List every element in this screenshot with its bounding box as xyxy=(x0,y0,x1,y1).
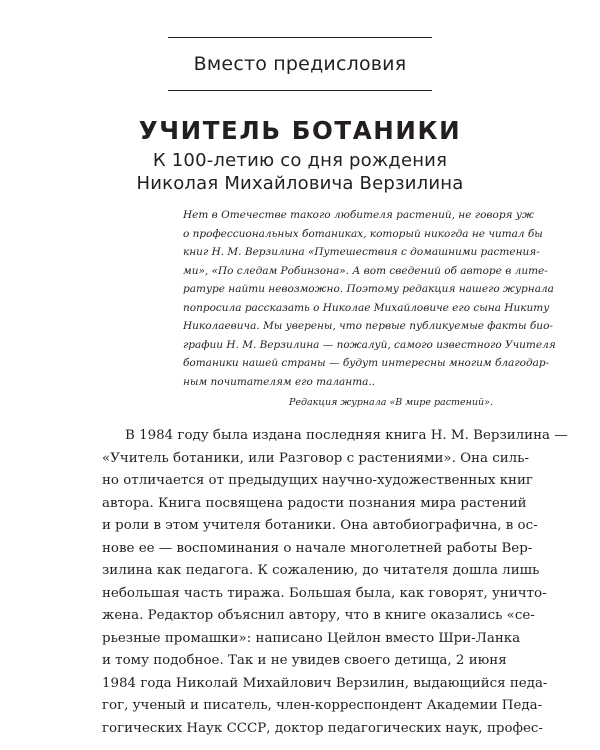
body-line: рьезные промашки»: написано Цейлон вместо Шри-Ланка xyxy=(102,630,521,646)
header-rule-bottom xyxy=(168,90,432,91)
epigraph-line: книг Н. М. Верзилина «Путешествия с домашними растения- xyxy=(183,246,540,258)
article-subtitle-line: К 100-летию со дня рождения xyxy=(152,150,448,171)
epigraph-line: графии Н. М. Верзилина — пожалуй, самого известного Учителя xyxy=(183,338,556,351)
epigraph-signature: Редакция журнала «В мире растений». xyxy=(288,397,493,408)
body-line: но отличается от предыдущих научно-художественных книг xyxy=(102,473,533,488)
article-subtitle-line: Николая Михайловича Верзилина xyxy=(136,173,464,194)
epigraph-line: ботаники нашей страны — будут интересны многим благодар- xyxy=(183,357,550,369)
body-line: зилина как педагога. К сожалению, до читателя дошла лишь xyxy=(102,563,540,578)
header-rule-top xyxy=(168,37,432,38)
body-line: небольшая часть тиража. Большая была, как говорят, уничто- xyxy=(102,585,547,601)
body-line: автора. Книга посвящена радости познания мира растений xyxy=(102,495,527,511)
body-line: В 1984 году была издана последняя книга Н. М. Верзилина — xyxy=(125,428,568,443)
body-line: 1984 года Николай Михайлович Верзилин, выдающийся педа- xyxy=(102,675,548,691)
body-line: жена. Редактор объяснил автору, что в книге оказались «се- xyxy=(102,608,535,623)
body-line: и тому подобное. Так и не увидев своего детища, 2 июня xyxy=(102,653,507,668)
epigraph-line: ратуре найти невозможно. Поэтому редакция нашего журнала xyxy=(183,283,554,295)
body-line: гог, ученый и писатель, член-корреспондент Академии Педа- xyxy=(102,698,543,713)
epigraph-line: Нет в Отечестве такого любителя растений, не говоря уж xyxy=(183,209,534,221)
body-line: и роли в этом учителя ботаники. Она автобиографична, в ос- xyxy=(102,518,538,533)
epigraph-line: о профессиональных ботаниках, который никогда не читал бы xyxy=(183,227,543,240)
article-title: УЧИТЕЛЬ БОТАНИКИ xyxy=(138,116,462,145)
body-line: «Учитель ботаники, или Разговор с растениями». Она силь- xyxy=(102,450,529,466)
section-title: Вместо предисловия xyxy=(193,53,407,75)
epigraph-line: Николаевича. Мы уверены, что первые публикуемые факты био- xyxy=(183,320,553,332)
epigraph-line: ми», «По следам Робинзона». А вот сведений об авторе в лите- xyxy=(183,264,548,277)
epigraph-line: попросила рассказать о Николае Михайловиче его сына Никиту xyxy=(183,301,550,314)
epigraph-line: ным почитателям его таланта.. xyxy=(183,375,376,388)
body-line: нове ее — воспоминания о начале многолетней работы Вер- xyxy=(102,540,533,556)
body-line: гогических Наук СССР, доктор педагогических наук, профес- xyxy=(102,720,543,736)
